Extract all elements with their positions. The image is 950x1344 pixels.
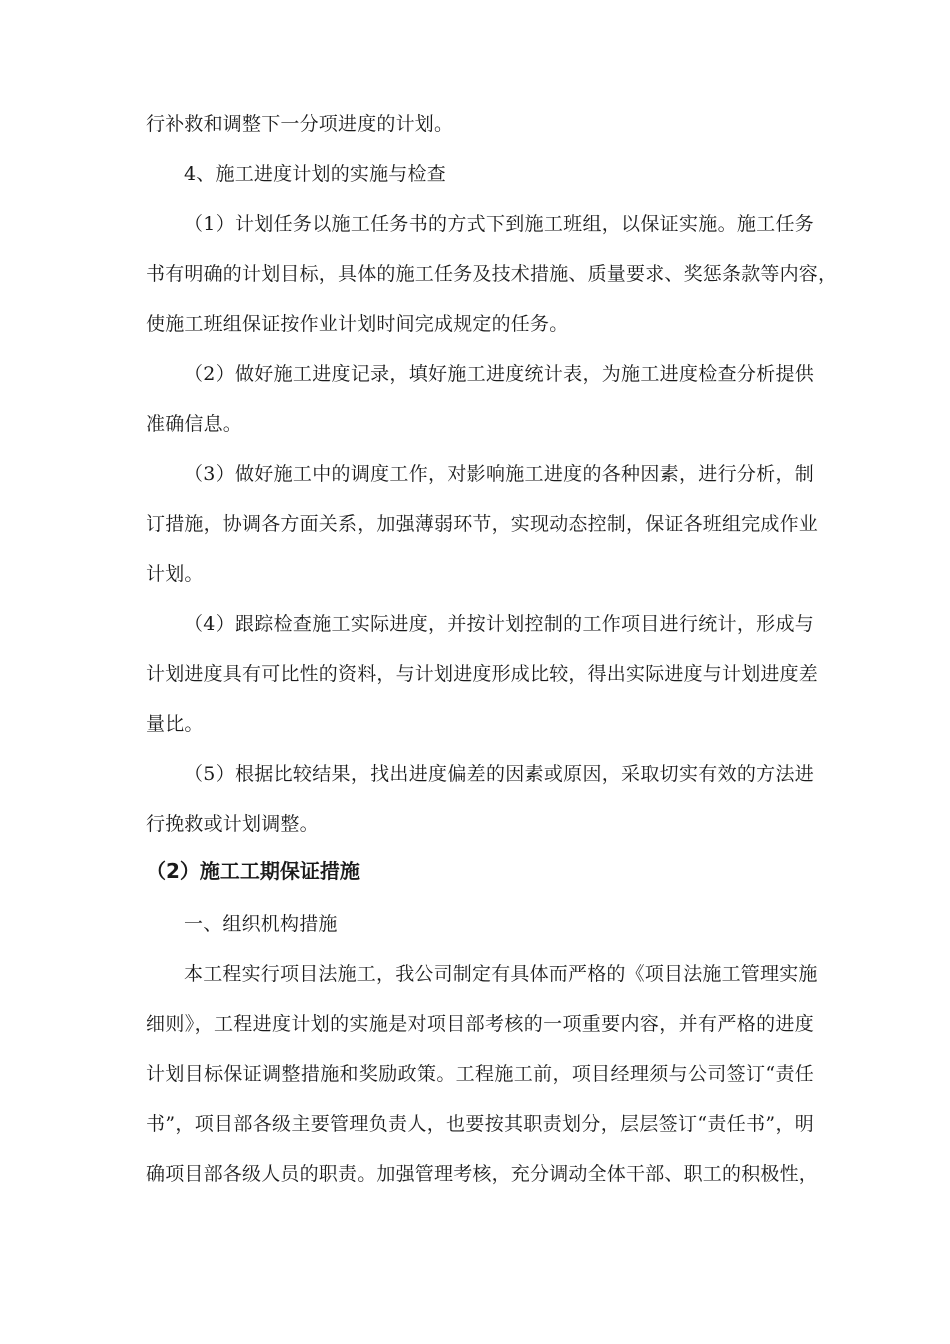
text-line: （5）根据比较结果，找出进度偏差的因素或原因，采取切实有效的方法进: [184, 763, 814, 785]
text-line: 行挽救或计划调整。: [146, 813, 319, 835]
text-line: 行补救和调整下一分项进度的计划。: [146, 113, 454, 135]
text-line: （4）跟踪检查施工实际进度，并按计划控制的工作项目进行统计，形成与: [184, 613, 814, 635]
text-line: （3）做好施工中的调度工作，对影响施工进度的各种因素，进行分析，制: [184, 463, 814, 485]
text-line: （1）计划任务以施工任务书的方式下到施工班组，以保证实施。施工任务: [184, 213, 814, 235]
text-line: 本工程实行项目法施工，我公司制定有具体而严格的《项目法施工管理实施: [184, 963, 818, 985]
section-title: 4、施工进度计划的实施与检查: [184, 163, 446, 185]
text-line: 确项目部各级人员的职责。加强管理考核，充分调动全体干部、职工的积极性，: [146, 1163, 819, 1185]
text-line: 计划进度具有可比性的资料，与计划进度形成比较，得出实际进度与计划进度差: [146, 663, 819, 685]
text-line: 使施工班组保证按作业计划时间完成规定的任务。: [146, 313, 569, 335]
text-line: 计划目标保证调整措施和奖励政策。工程施工前，项目经理须与公司签订“责任: [146, 1063, 814, 1085]
text-line: 书”，项目部各级主要管理负责人，也要按其职责划分，层层签订“责任书”，明: [146, 1113, 814, 1135]
text-line: 书有明确的计划目标，具体的施工任务及技术措施、质量要求、奖惩条款等内容，: [146, 263, 838, 285]
text-line: 订措施，协调各方面关系，加强薄弱环节，实现动态控制，保证各班组完成作业: [146, 513, 819, 535]
subsection-title: 一、组织机构措施: [184, 913, 338, 935]
text-line: 细则》，工程进度计划的实施是对项目部考核的一项重要内容，并有严格的进度: [146, 1013, 814, 1035]
section-heading: （2）施工工期保证措施: [146, 859, 360, 883]
text-line: 准确信息。: [146, 413, 243, 435]
text-line: （2）做好施工进度记录，填好施工进度统计表，为施工进度检查分析提供: [184, 363, 814, 385]
text-line: 量比。: [146, 713, 204, 735]
text-line: 计划。: [146, 563, 204, 585]
